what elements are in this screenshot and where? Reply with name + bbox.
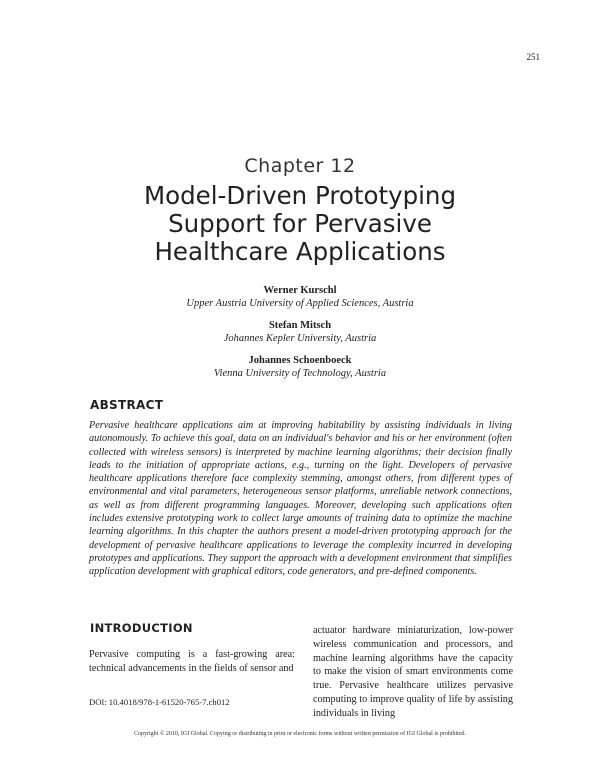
copyright-notice: Copyright © 2010, IGI Global. Copying or distributing in print or electronic forms without written permission of IGI Global is prohibited. xyxy=(133,731,466,737)
chapter-title-line: Model-Driven Prototyping xyxy=(143,181,457,210)
author-affiliation: Upper Austria University of Applied Sciences, Austria xyxy=(186,298,414,309)
author-name: Johannes Schoenboeck xyxy=(248,355,352,366)
abstract-heading: ABSTRACT xyxy=(90,398,164,412)
author-affiliation: Vienna University of Technology, Austria xyxy=(213,368,387,379)
abstract-body: Pervasive healthcare applications aim at improving habitability by assisting individuals in living autonomously. To achieve this goal, data on an individual's behavior and his or her environment (often collected with wireless sensors) is interpreted by machine learning algorithms; their decision finally leads to the initiation of appropriate actions, e.g., turning on the light. Developers of pervasive healthcare applications therefore face complexity stemming, amongst others, from different types of environmental and vital parameters, heterogeneous sensor platforms, unreliable network connections, as well as from different programming languages. Moreover, developing such applications often includes extensive prototyping work to collect large amounts of training data to optimize the machine learning algorithms. In this chapter the authors present a model-driven prototyping approach for the development of pervasive healthcare applications to leverage the complexity incurred in developing prototypes and applications. They support the approach with a development environment that simplifies application development with graphical editors, code generators, and pre-defined components. xyxy=(89,420,513,578)
introduction-column-left: Pervasive computing is a fast-growing area: technical advancements in the fields of sensor and xyxy=(89,649,295,674)
introduction-column-right: actuator hardware miniaturization, low-power wireless communication and processors, and machine learning algorithms have the capacity to make the vision of smart environments come true. Pervasive healthcare utilizes pervasive computing to improve quality of life by assisting individuals in living xyxy=(313,625,513,719)
author-affiliation: Johannes Kepler University, Austria xyxy=(223,333,377,344)
chapter-title-line: Support for Pervasive xyxy=(168,209,432,238)
author-name: Stefan Mitsch xyxy=(268,320,332,331)
page-number: 251 xyxy=(526,52,540,62)
chapter-title-line: Healthcare Applications xyxy=(154,237,446,266)
doi-line: DOI: 10.4018/978-1-61520-765-7.ch012 xyxy=(89,697,230,707)
chapter-label: Chapter 12 xyxy=(244,155,356,177)
author-name: Werner Kurschl xyxy=(263,285,337,296)
chapter-title xyxy=(0,182,600,266)
introduction-heading: INTRODUCTION xyxy=(90,621,193,635)
